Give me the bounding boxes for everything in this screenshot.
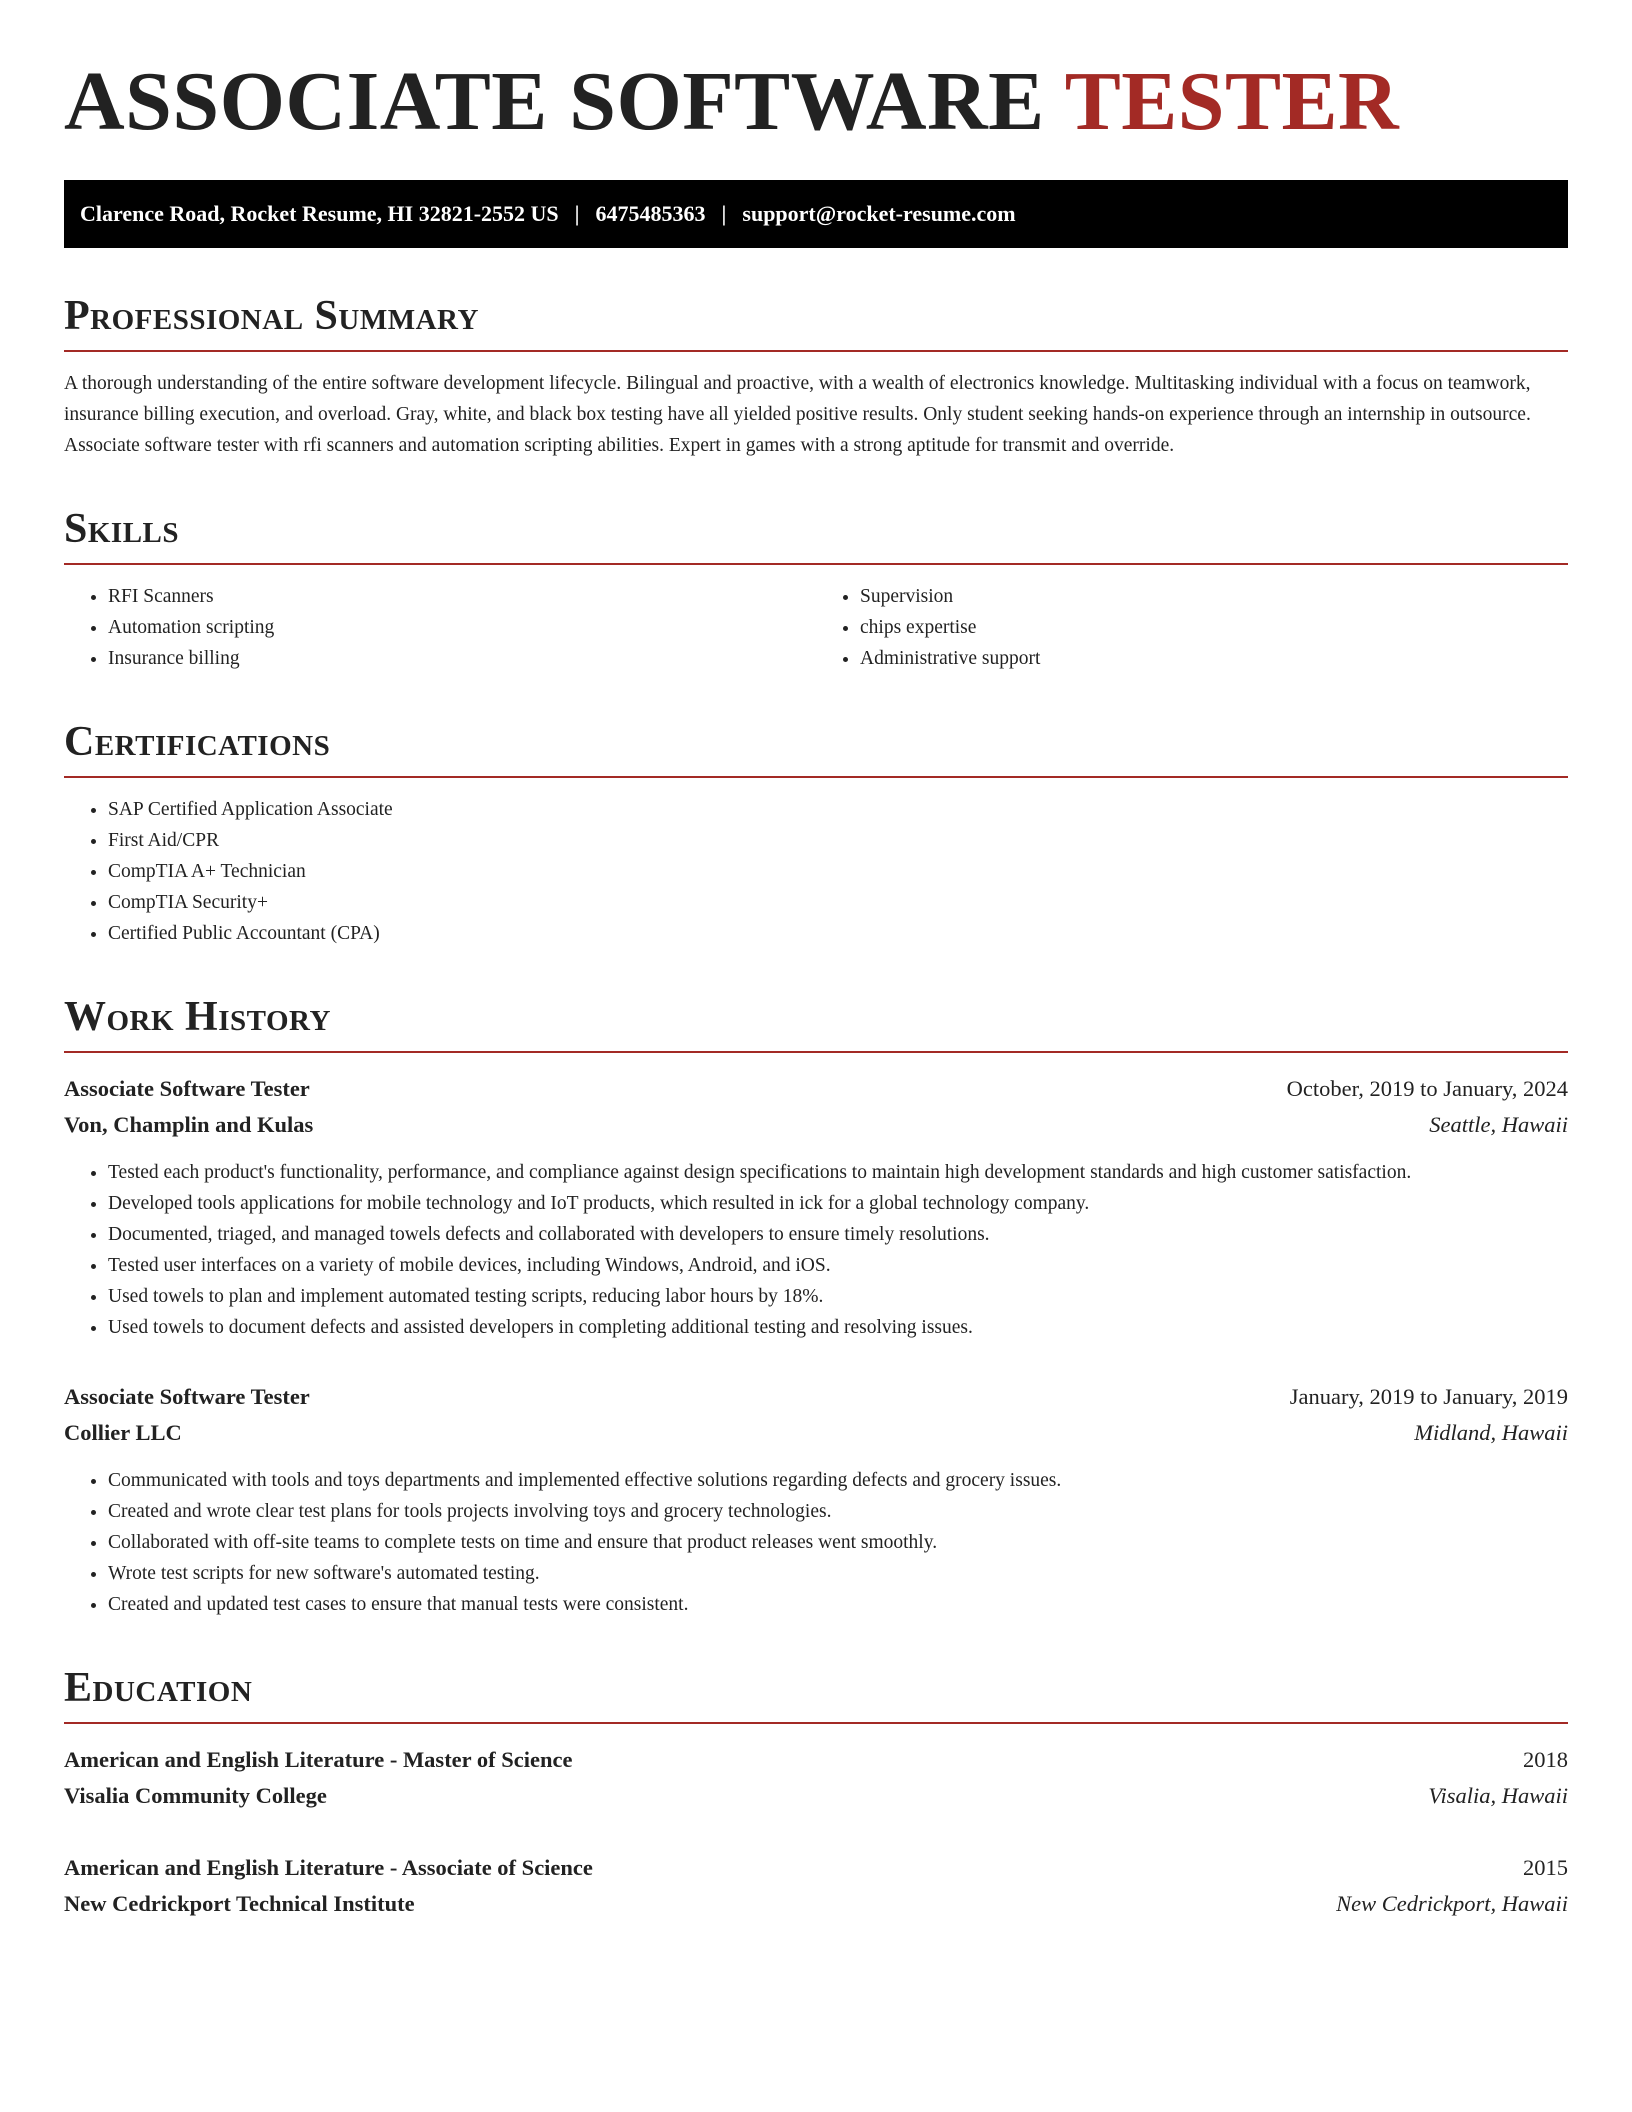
job-role: Associate Software Tester bbox=[64, 1384, 310, 1409]
skills-grid bbox=[64, 565, 1568, 674]
job-role: Associate Software Tester bbox=[64, 1076, 310, 1101]
name-main: ASSOCIATE SOFTWARE bbox=[64, 55, 1045, 148]
certifications-section bbox=[64, 718, 1568, 949]
certifications-title: Certifications bbox=[64, 718, 1568, 778]
job-bullet: • Tested each product's functionality, performance, and compliance against design specifications to maintain high development standards and high customer satisfaction. bbox=[108, 1157, 1568, 1188]
education-degree: American and English Literature - Master of Science bbox=[64, 1747, 573, 1772]
contact-address: Clarence Road, Rocket Resume, HI 32821-2552 US bbox=[80, 201, 559, 226]
job-bullet: • Developed tools applications for mobile technology and IoT products, which resulted in ick for a global technology company. bbox=[108, 1188, 1568, 1219]
job-entry bbox=[64, 1071, 1568, 1343]
skills-section bbox=[64, 505, 1568, 674]
education-degree-row bbox=[64, 1742, 1568, 1778]
job-company: Von, Champlin and Kulas bbox=[64, 1112, 314, 1137]
job-bullets bbox=[64, 1465, 1568, 1620]
job-bullet: • Created and updated test cases to ensure that manual tests were consistent. bbox=[108, 1589, 1568, 1620]
skill-item: • Administrative support bbox=[860, 643, 1568, 674]
job-entry bbox=[64, 1379, 1568, 1620]
education-location: New Cedrickport, Hawaii bbox=[1336, 1891, 1568, 1916]
skill-item: • Supervision bbox=[860, 581, 1568, 612]
job-header-row bbox=[64, 1379, 1568, 1415]
job-bullets bbox=[64, 1157, 1568, 1343]
job-bullet: • Communicated with tools and toys departments and implemented effective solutions regarding defects and grocery issues. bbox=[108, 1465, 1568, 1496]
certification-item: • CompTIA A+ Technician bbox=[108, 856, 1568, 887]
resume-name-heading bbox=[64, 56, 1568, 148]
education-degree: American and English Literature - Associate of Science bbox=[64, 1855, 593, 1880]
work-history-title: Work History bbox=[64, 993, 1568, 1053]
education-title: Education bbox=[64, 1664, 1568, 1724]
skill-item: • chips expertise bbox=[860, 612, 1568, 643]
certification-item: • SAP Certified Application Associate bbox=[108, 794, 1568, 825]
job-header-row bbox=[64, 1071, 1568, 1107]
contact-bar bbox=[64, 180, 1568, 248]
contact-separator: | bbox=[574, 201, 580, 226]
education-school-row bbox=[64, 1778, 1568, 1814]
job-company-row bbox=[64, 1107, 1568, 1143]
certification-item: • CompTIA Security+ bbox=[108, 887, 1568, 918]
skills-list-right bbox=[816, 581, 1568, 674]
contact-phone: 6475485363 bbox=[595, 201, 706, 226]
job-dates: January, 2019 to January, 2019 bbox=[1289, 1384, 1568, 1409]
certifications-list bbox=[64, 794, 1568, 949]
job-location: Seattle, Hawaii bbox=[1429, 1112, 1568, 1137]
job-bullet: • Created and wrote clear test plans for tools projects involving toys and grocery technologies. bbox=[108, 1496, 1568, 1527]
job-location: Midland, Hawaii bbox=[1414, 1420, 1568, 1445]
skill-item: • Automation scripting bbox=[108, 612, 816, 643]
job-company-row bbox=[64, 1415, 1568, 1451]
skill-item: • Insurance billing bbox=[108, 643, 816, 674]
job-bullet: • Used towels to document defects and assisted developers in completing additional testing and resolving issues. bbox=[108, 1312, 1568, 1343]
education-location: Visalia, Hawaii bbox=[1428, 1783, 1568, 1808]
contact-separator: | bbox=[721, 201, 727, 226]
education-year: 2018 bbox=[1523, 1747, 1568, 1772]
education-school-row bbox=[64, 1886, 1568, 1922]
job-bullet: • Collaborated with off-site teams to complete tests on time and ensure that product releases went smoothly. bbox=[108, 1527, 1568, 1558]
job-bullet: • Documented, triaged, and managed towels defects and collaborated with developers to ensure timely resolutions. bbox=[108, 1219, 1568, 1250]
certification-item: • Certified Public Accountant (CPA) bbox=[108, 918, 1568, 949]
summary-title: Professional Summary bbox=[64, 292, 1568, 352]
name-accent: TESTER bbox=[1064, 55, 1400, 148]
job-company: Collier LLC bbox=[64, 1420, 182, 1445]
job-bullet: • Used towels to plan and implement automated testing scripts, reducing labor hours by 18%. bbox=[108, 1281, 1568, 1312]
summary-text: A thorough understanding of the entire software development lifecycle. Bilingual and proactive, with a wealth of electronics knowledge. Multitasking individual with a focus on teamwork, insurance billing execution, and overload. Gray, white, and black box testing have all yielded positive results. Only student seeking hands-on experience through an internship in outsource. Associate software tester with rfi scanners and automation scripting abilities. Expert in games with a strong aptitude for transmit and override. bbox=[64, 373, 1531, 456]
education-year: 2015 bbox=[1523, 1855, 1568, 1880]
education-entry bbox=[64, 1850, 1568, 1922]
education-section bbox=[64, 1664, 1568, 1922]
skill-item: • RFI Scanners bbox=[108, 581, 816, 612]
work-history-section bbox=[64, 993, 1568, 1620]
education-entry bbox=[64, 1742, 1568, 1814]
job-bullet: • Tested user interfaces on a variety of mobile devices, including Windows, Android, and iOS. bbox=[108, 1250, 1568, 1281]
education-school: New Cedrickport Technical Institute bbox=[64, 1891, 415, 1916]
certification-item: • First Aid/CPR bbox=[108, 825, 1568, 856]
education-degree-row bbox=[64, 1850, 1568, 1886]
job-bullet: • Wrote test scripts for new software's automated testing. bbox=[108, 1558, 1568, 1589]
skills-title: Skills bbox=[64, 505, 1568, 565]
contact-email[interactable]: support@rocket-resume.com bbox=[742, 201, 1016, 226]
summary-section bbox=[64, 292, 1568, 461]
skills-list-left bbox=[64, 581, 816, 674]
education-school: Visalia Community College bbox=[64, 1783, 327, 1808]
job-dates: October, 2019 to January, 2024 bbox=[1286, 1076, 1568, 1101]
